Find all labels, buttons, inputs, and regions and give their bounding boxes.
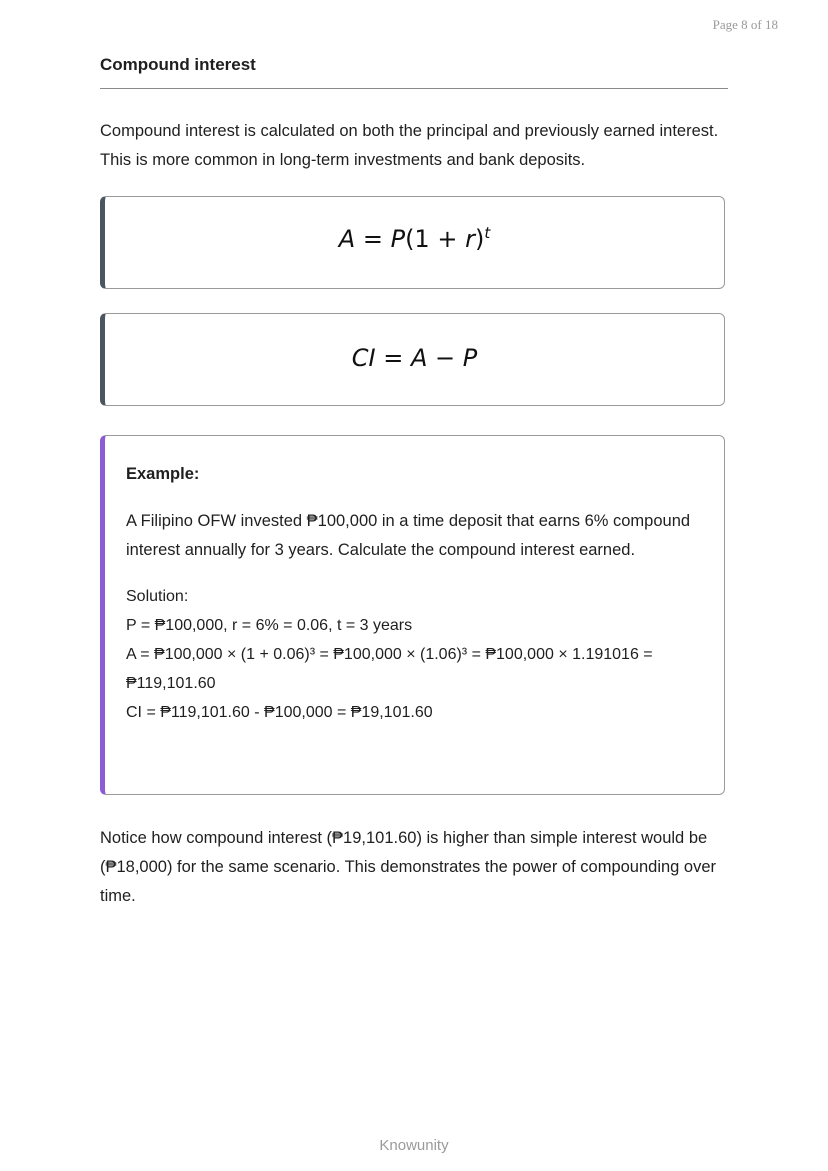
formula-interest-equals: =: [375, 343, 411, 372]
footer-brand: Knowunity: [379, 1137, 449, 1154]
solution-line: A = ₱100,000 × (1 + 0.06)³ = ₱100,000 × (1.06)³ = ₱100,000 × 1.191016 =: [126, 646, 653, 663]
formula-box-amount: [100, 196, 725, 289]
solution-label: Solution:: [126, 588, 189, 605]
formula-interest-amount: A: [410, 343, 428, 372]
formula-interest-lhs: CI: [351, 343, 376, 372]
example-problem: A Filipino OFW invested ₱100,000 in a time deposit that earns 6% compound interest annually for 3 years. Calculate the compound interest earned.: [126, 512, 691, 559]
formula-amount-lhs: A: [338, 225, 356, 253]
page-number: Page 8 of 18: [712, 17, 778, 32]
formula-amount-close: ): [474, 225, 485, 253]
solution-line: CI = ₱119,101.60 - ₱100,000 = ₱19,101.60: [126, 704, 433, 721]
solution-line: ₱119,101.60: [126, 675, 216, 692]
formula-amount-open: (1 +: [405, 225, 466, 253]
formula-interest: [352, 344, 478, 372]
example-heading: Example:: [126, 465, 200, 483]
formula-amount: [339, 224, 490, 253]
formula-amount-equals: =: [355, 225, 391, 253]
formula-box-interest: [100, 313, 725, 406]
formula-amount-principal: P: [390, 225, 406, 253]
section-title: Compound interest: [100, 55, 256, 74]
closing-paragraph: Notice how compound interest (₱19,101.60) is higher than simple interest would be (₱18,000) for the same scenario. This demonstrates the power of compounding over time.: [100, 829, 717, 905]
formula-amount-exponent: t: [484, 224, 491, 242]
example-box: [100, 435, 725, 795]
example-solution: [126, 582, 700, 727]
formula-interest-minus: −: [427, 343, 463, 372]
intro-paragraph: Compound interest is calculated on both the principal and previously earned interest. This is more common in long-term investments and bank deposits.: [100, 122, 719, 169]
solution-line: P = ₱100,000, r = 6% = 0.06, t = 3 years: [126, 617, 413, 634]
formula-interest-principal: P: [462, 343, 478, 372]
title-divider: [100, 88, 728, 89]
formula-amount-rate: r: [465, 225, 475, 253]
